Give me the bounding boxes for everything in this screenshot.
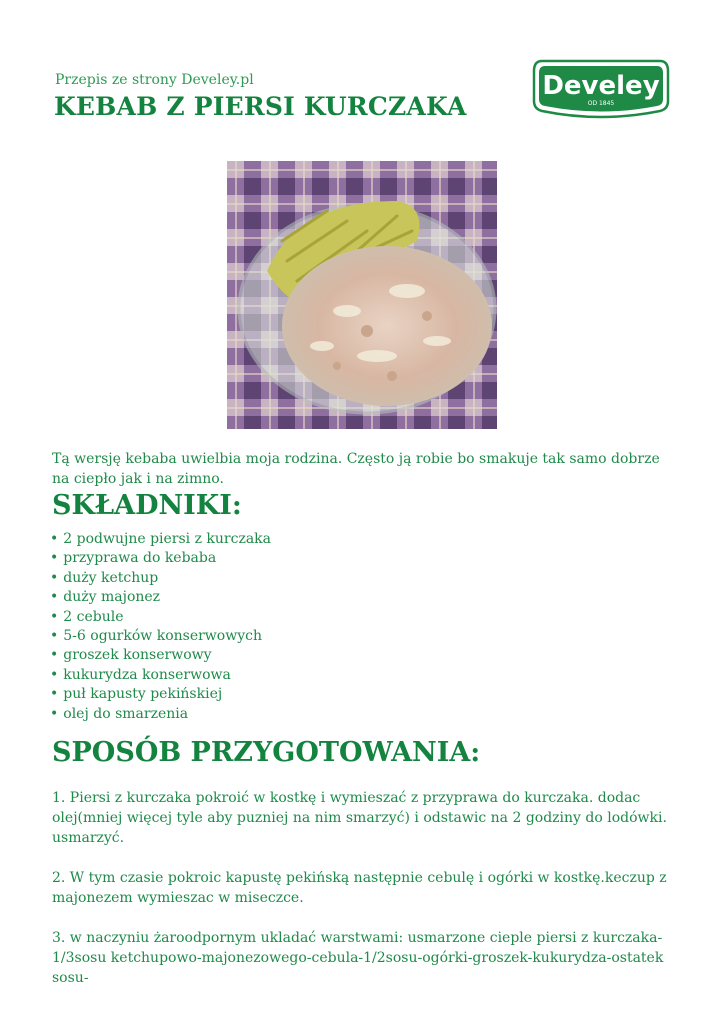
preparation-steps [52, 788, 677, 1008]
intro-text: Tą wersję kebaba uwielbia moja rodzina. Często ją robie bo smakuje tak samo dobrze na ciepło jak i na zimno. [52, 451, 660, 487]
preparation-heading: SPOSÓB PRZYGOTOWANIA: [52, 737, 481, 768]
svg-text:OD 1845: OD 1845 [587, 100, 615, 107]
list-item: • 2 cebule [50, 608, 271, 627]
ingredients-heading: SKŁADNIKI: [52, 490, 242, 521]
list-item: • puł kapusty pekińskiej [50, 685, 271, 704]
list-item: • 2 podwujne piersi z kurczaka [50, 530, 271, 549]
source-line: Przepis ze strony Develey.pl [55, 72, 254, 88]
list-item: • duży ketchup [50, 569, 271, 588]
step-text: 2. W tym czasie pokroic kapustę pekińską następnie cebulę i ogórki w kostkę.keczup z majonezem wymieszac w miseczce. [52, 870, 667, 906]
ingredients-list [50, 530, 271, 724]
step-text: 1. Piersi z kurczaka pokroić w kostkę i wymieszać z przyprawa do kurczaka. dodac olej(mniej więcej tyle aby puzniej na nim smarzyć) i odstawic na 2 godziny do lodówki. usmarzyć. [52, 790, 667, 846]
svg-text:Develey: Develey [542, 71, 660, 101]
list-item: • duży majonez [50, 588, 271, 607]
page-title: KEBAB Z PIERSI KURCZAKA [54, 92, 467, 121]
develey-logo [532, 57, 670, 121]
list-item: • kukurydza konserwowa [50, 666, 271, 685]
list-item: • 5-6 ogurków konserwowych [50, 627, 271, 646]
dish-photo [227, 161, 497, 429]
list-item: • olej do smarzenia [50, 705, 271, 724]
list-item: • przyprawa do kebaba [50, 549, 271, 568]
list-item: • groszek konserwowy [50, 646, 271, 665]
step-text: 3. w naczyniu żaroodpornym ukladać warstwami: usmarzone cieple piersi z kurczaka-1/3sosu ketchupowo-majonezowego-cebula-1/2sosu-ogórki-groszek-kukurydza-ostatek sosu- [52, 930, 664, 986]
